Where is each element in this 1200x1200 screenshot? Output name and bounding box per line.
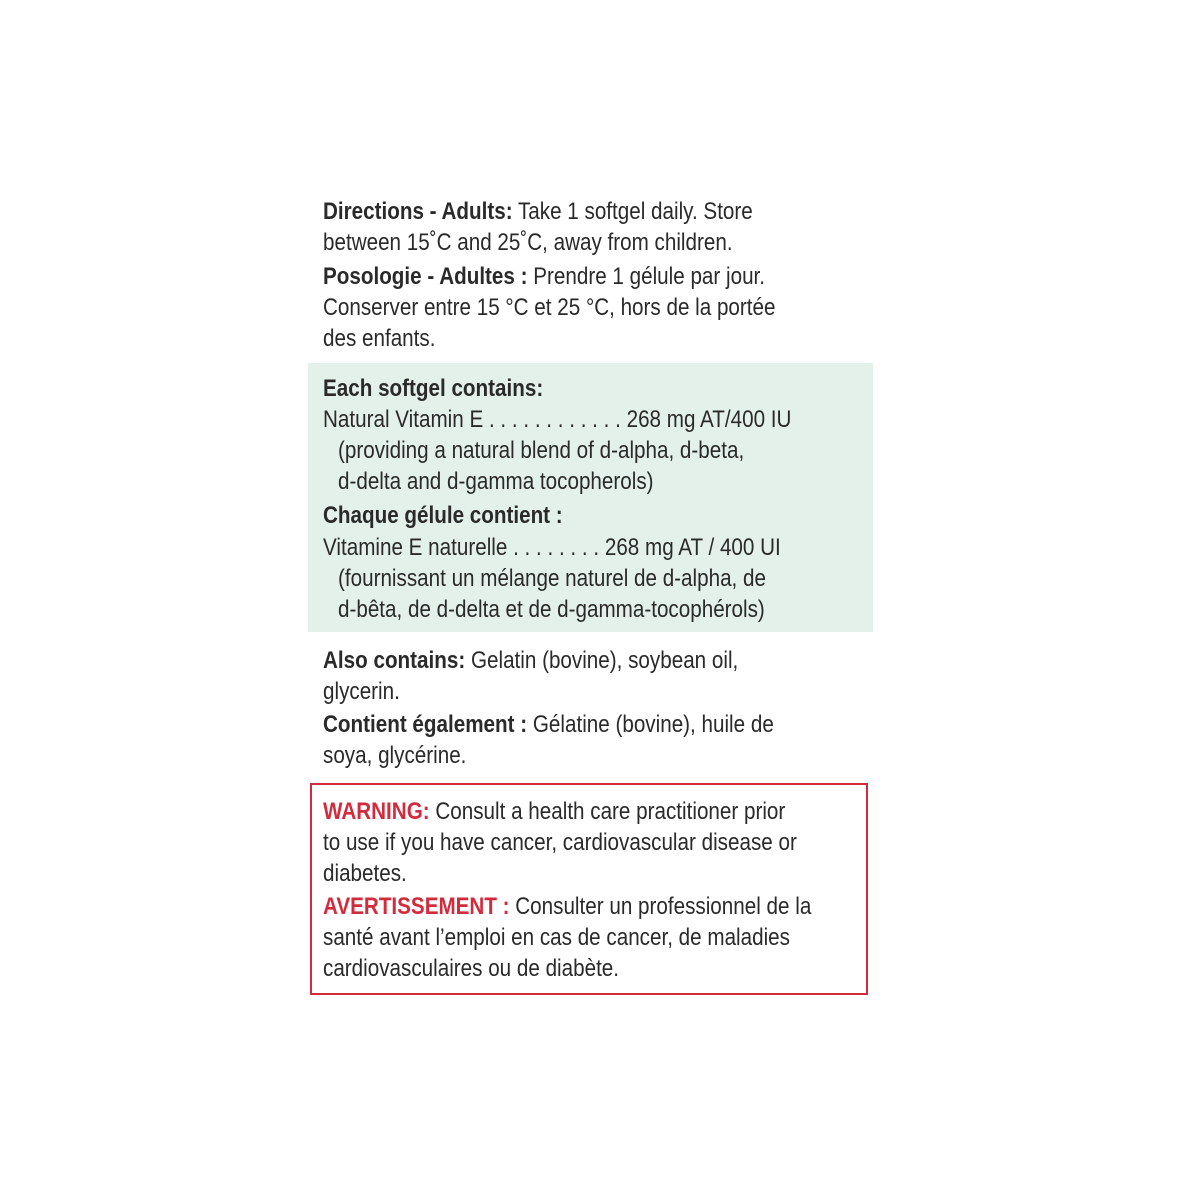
directions-en-heading: Directions - Adults: [323,198,513,225]
ingredients-fr-note-1: (fournissant un mélange naturel de d-alpha, de [338,565,766,592]
ingredients-en-item-dots: . . . . . . . . . . . . [483,406,627,433]
warning-fr-line-1 [323,891,811,922]
directions-en-line-1 [323,196,753,227]
warning-en-line-1 [323,796,785,827]
ingredients-en-note-2: d-delta and d-gamma tocopherols) [338,468,654,495]
warning-fr-heading: AVERTISSEMENT : [323,893,510,920]
warning-fr-text: Consulter un professionnel de la [509,893,812,920]
also-contains-en-line-2: glycerin. [323,678,400,705]
directions-fr-heading: Posologie - Adultes : [323,263,528,290]
warning-en-heading: WARNING: [323,798,430,825]
directions-en-line-2: between 15˚C and 25˚C, away from children. [323,229,733,256]
directions-en-text: Take 1 softgel daily. Store [512,198,753,225]
ingredients-en-item-name: Natural Vitamin E [323,406,484,433]
ingredients-fr-heading: Chaque gélule contient : [323,502,563,529]
directions-fr-text: Prendre 1 gélule par jour. [527,263,766,290]
ingredients-fr-item-dots: . . . . . . . . [507,534,605,561]
also-contains-fr-heading: Contient également : [323,711,528,738]
also-contains-fr-line-2: soya, glycérine. [323,742,467,769]
warning-en-text: Consult a health care practitioner prior [429,798,786,825]
warning-fr-line-2: santé avant l’emploi en cas de cancer, de maladies [323,924,790,951]
also-contains-fr-line-1 [323,709,774,740]
ingredients-en-note-1: (providing a natural blend of d-alpha, d-beta, [338,437,745,464]
directions-fr-line-1 [323,261,765,292]
directions-fr-line-3: des enfants. [323,325,436,352]
ingredients-en-item [323,404,791,435]
warning-en-line-3: diabetes. [323,860,407,887]
ingredients-en-item-amount: 268 mg AT/400 IU [626,406,792,433]
also-contains-fr-text: Gélatine (bovine), huile de [527,711,774,738]
ingredients-en-heading: Each softgel contains: [323,375,544,402]
ingredients-fr-item-name: Vitamine E naturelle [323,534,508,561]
warning-en-line-2: to use if you have cancer, cardiovascular disease or [323,829,797,856]
also-contains-en-text: Gelatin (bovine), soybean oil, [465,647,739,674]
ingredients-fr-item [323,532,781,563]
ingredients-fr-note-2: d-bêta, de d-delta et de d-gamma-tocophérols) [338,596,765,623]
ingredients-fr-item-amount: 268 mg AT / 400 UI [604,534,781,561]
also-contains-en-heading: Also contains: [323,647,466,674]
directions-fr-line-2: Conserver entre 15 °C et 25 °C, hors de la portée [323,294,776,321]
also-contains-en-line-1 [323,645,738,676]
warning-fr-line-3: cardiovasculaires ou de diabète. [323,955,620,982]
